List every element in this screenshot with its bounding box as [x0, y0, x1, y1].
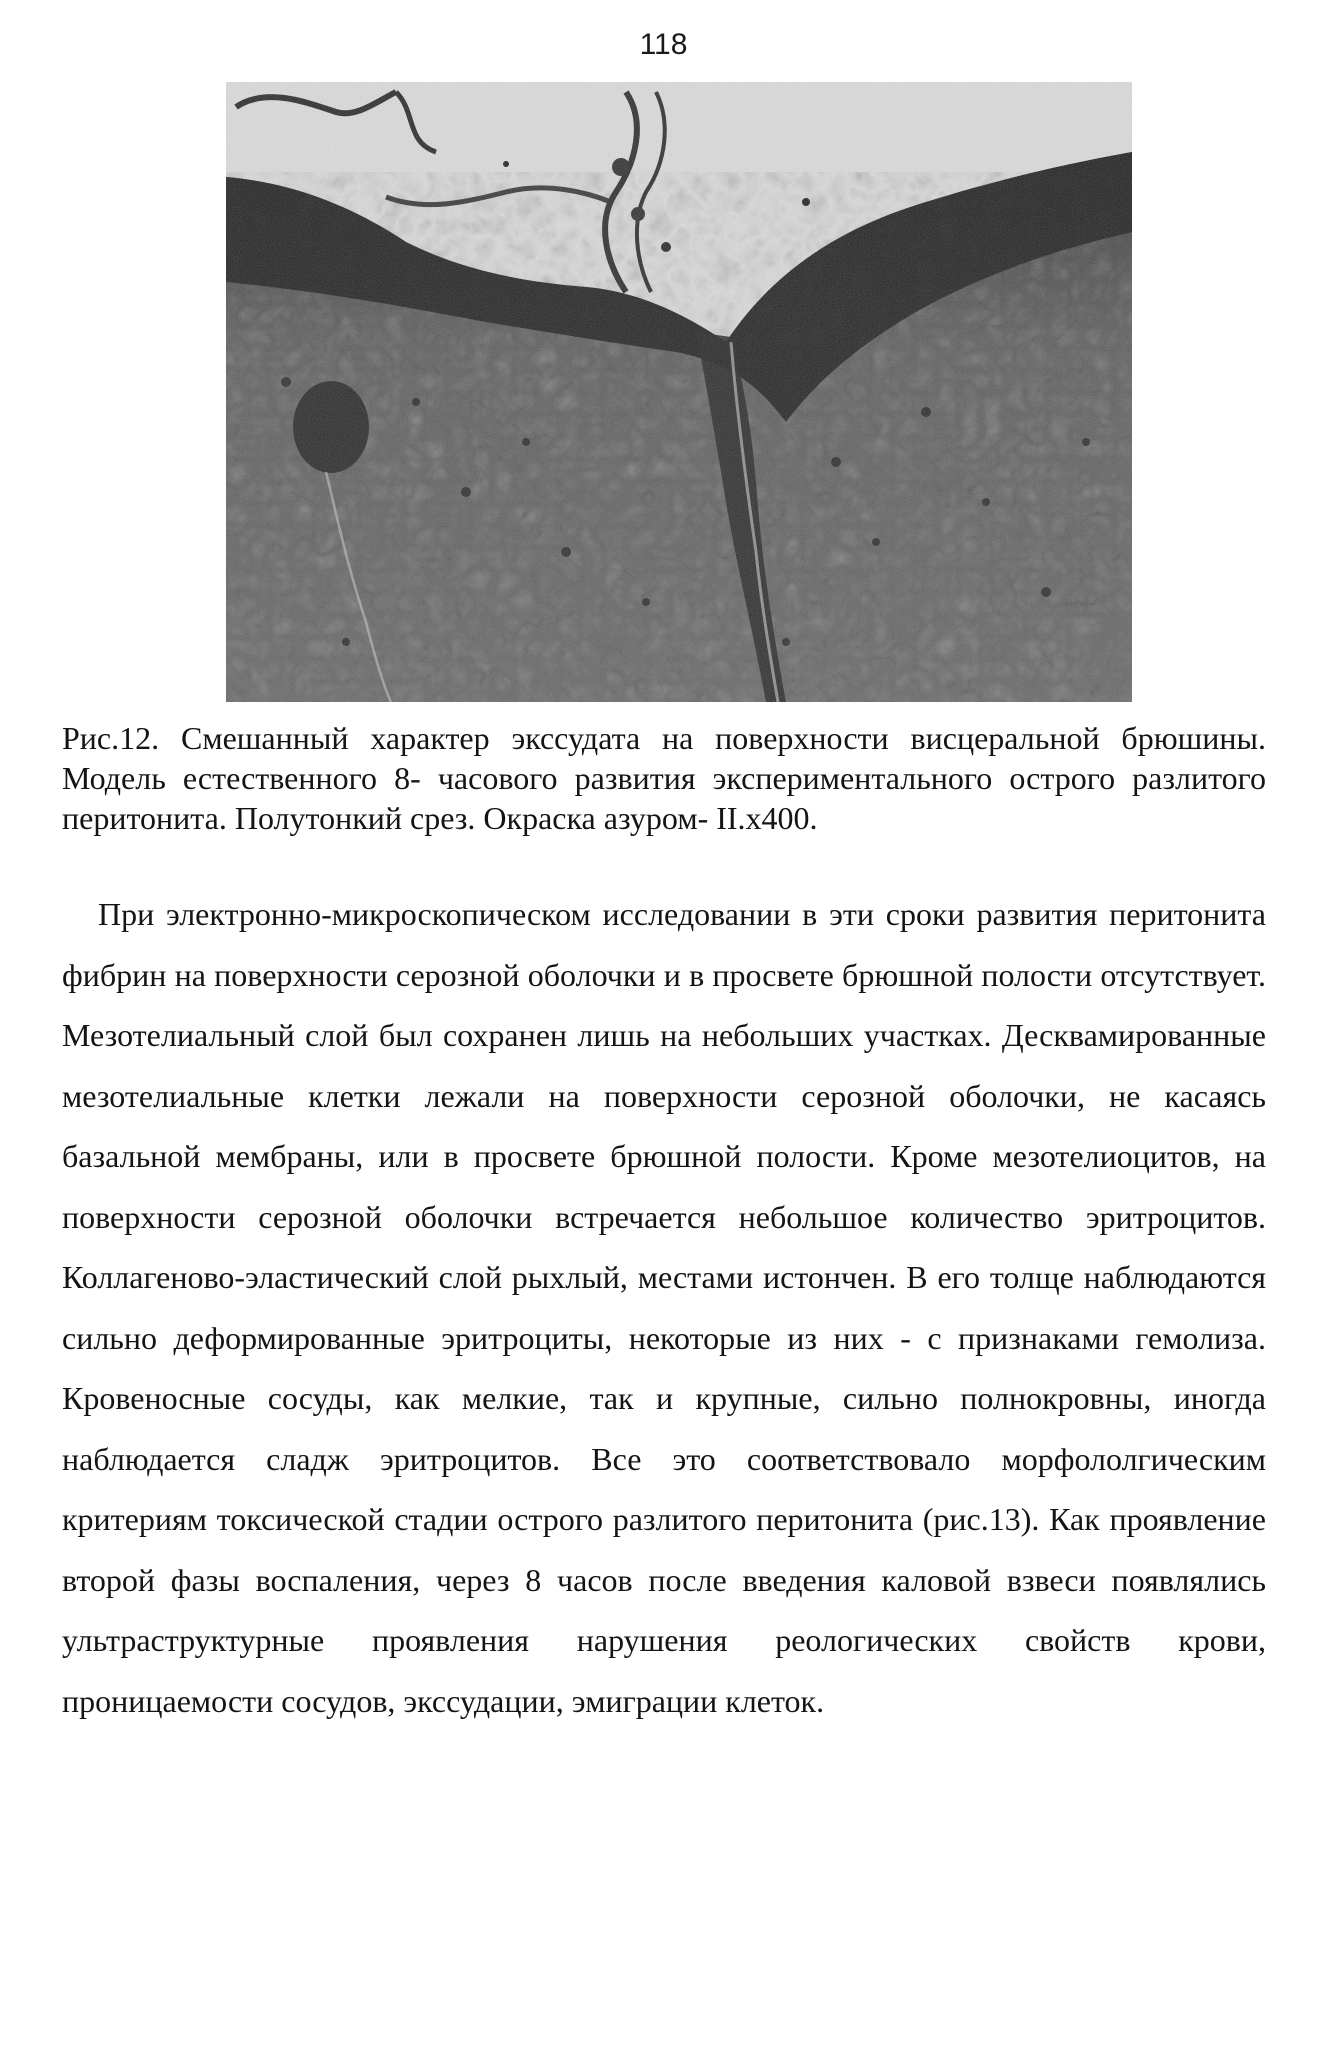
- micrograph-image: [226, 82, 1132, 702]
- micrograph-figure: [226, 82, 1132, 702]
- page-number: 118: [639, 28, 688, 61]
- body-paragraph: При электронно-микроскопическом исследовании в эти сроки развития перитонита фибрин на поверхности серозной оболочки и в просвете брюшной полости отсутствует. Мезотелиальный слой был сохранен лишь на небольших участках. Десквамированные мезотелиальные клетки лежали на поверхности серозной оболочки, не касаясь базальной мембраны, или в просвете брюшной полости. Кроме мезотелиоцитов, на поверхности серозной оболочки встречается небольшое количество эритроцитов. Коллагеново-эластический слой рыхлый, местами истончен. В его толще наблюдаются сильно деформированные эритроциты, некоторые из них - с признаками гемолиза. Кровеносные сосуды, как мелкие, так и крупные, сильно полнокровны, иногда наблюдается сладж эритроцитов. Все это соответствовало морфололгическим критериям токсической стадии острого разлитого перитонита (рис.13). Как проявление второй фазы воспаления, через 8 часов после введения каловой взвеси появлялись ультраструктурные проявления нарушения реологических свойств крови, проницаемости сосудов, экссудации, эмиграции клеток.: [62, 896, 1266, 1719]
- figure-caption: Рис.12. Смешанный характер экссудата на поверхности висцеральной брюшины. Модель естественного 8- часового развития экспериментального острого разлитого перитонита. Полутонкий срез. Окраска азуром- II.х400.: [62, 720, 1266, 836]
